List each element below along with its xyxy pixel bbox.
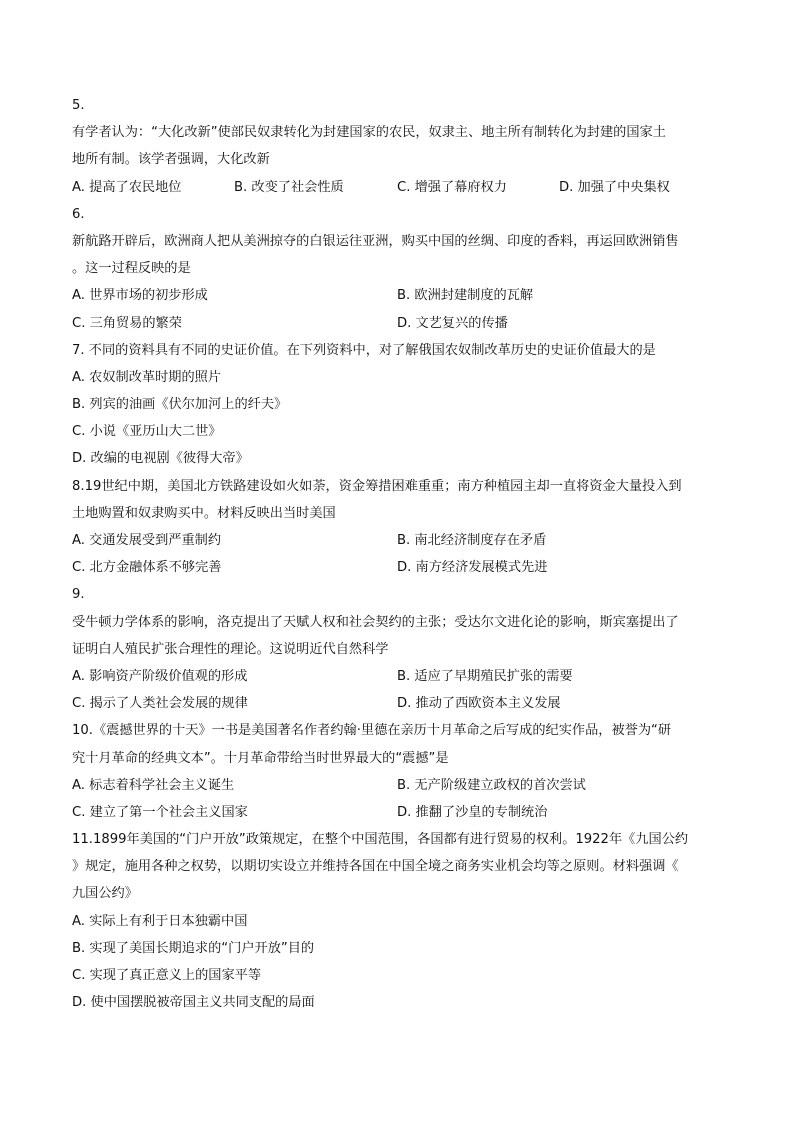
question-stem-line: 受牛顿力学体系的影响，洛克提出了天赋人权和社会契约的主张；受达尔文进化论的影响，斯宾塞提出了 xyxy=(72,614,679,630)
question-stem-line: 究十月革命的经典文本”。十月革命带给当时世界最大的“震撼”是 xyxy=(72,750,449,766)
question-8 xyxy=(72,473,722,582)
option-b[interactable]: B. 南北经济制度存在矛盾 xyxy=(397,533,547,548)
option-a[interactable]: A. 农奴制改革时期的照片 xyxy=(72,369,222,385)
question-10 xyxy=(72,717,722,826)
option-b[interactable]: B. 欧洲封建制度的瓦解 xyxy=(397,288,534,304)
question-number: 9. xyxy=(72,587,85,603)
option-c[interactable]: C. 小说《亚历山大二世》 xyxy=(72,424,222,440)
option-c[interactable]: C. 增强了幕府权力 xyxy=(397,179,507,195)
option-c[interactable]: C. 建立了第一个社会主义国家 xyxy=(72,804,248,820)
option-a[interactable]: A. 影响资产阶级价值观的形成 xyxy=(72,668,248,684)
question-11 xyxy=(72,826,722,1016)
question-number: 6. xyxy=(72,206,85,222)
option-row xyxy=(72,554,722,581)
question-stem-line: 。这一过程反映的是 xyxy=(72,261,191,277)
question-stem-line: 》规定，施用各种之权势，以期切实设立并维持各国在中国全境之商务实业机会均等之原则。材料强调《 xyxy=(72,859,679,875)
option-row xyxy=(72,663,722,690)
question-stem-line: 证明白人殖民扩张合理性的理论。这说明近代自然科学 xyxy=(72,641,389,657)
option-row xyxy=(72,174,722,201)
option-a[interactable]: A. 标志着科学社会主义诞生 xyxy=(72,777,235,793)
question-stem-line: 九国公约》 xyxy=(72,886,138,902)
question-stem-line: 8.19世纪中期，美国北方铁路建设如火如荼，资金筹措困难重重；南方种植园主却一直将资金大量投入到 xyxy=(72,478,682,494)
option-c[interactable]: C. 三角贸易的繁荣 xyxy=(72,315,182,331)
option-a[interactable]: A. 实际上有利于日本独霸中国 xyxy=(72,913,248,929)
question-number: 5. xyxy=(72,98,85,113)
option-b[interactable]: B. 适应了早期殖民扩张的需要 xyxy=(397,668,573,684)
question-6 xyxy=(72,201,722,337)
question-stem-line: 10.《震撼世界的十天》一书是美国著名作者约翰·里德在亲历十月革命之后写成的纪实作品，被誉为“研 xyxy=(72,723,672,739)
question-stem-line: 新航路开辟后，欧洲商人把从美洲掠夺的白银运往亚洲，购买中国的丝绸、印度的香料，再运回欧洲销售 xyxy=(72,233,679,249)
option-d[interactable]: D. 文艺复兴的传播 xyxy=(397,315,508,331)
option-row xyxy=(72,799,722,826)
option-b[interactable]: B. 实现了美国长期追求的“门户开放”目的 xyxy=(72,940,315,956)
question-stem-line: 有学者认为：“大化改新”使部民奴隶转化为封建国家的农民，奴隶主、地主所有制转化为封建的国家土 xyxy=(72,125,666,141)
option-row xyxy=(72,772,722,799)
option-d[interactable]: D. 改编的电视剧《彼得大帝》 xyxy=(72,451,249,467)
option-d[interactable]: D. 推动了西欧资本主义发展 xyxy=(397,696,561,712)
option-d[interactable]: D. 南方经济发展模式先进 xyxy=(397,560,548,576)
option-a[interactable]: A. 提高了农民地位 xyxy=(72,179,182,195)
option-d[interactable]: D. 推翻了沙皇的专制统治 xyxy=(397,804,548,820)
option-c[interactable]: C. 北方金融体系不够完善 xyxy=(72,560,222,576)
option-row xyxy=(72,310,722,337)
option-b[interactable]: B. 无产阶级建立政权的首次尝试 xyxy=(397,777,586,793)
option-row xyxy=(72,282,722,309)
question-5 xyxy=(72,92,722,201)
option-c[interactable]: C. 揭示了人类社会发展的规律 xyxy=(72,696,248,712)
question-9 xyxy=(72,581,722,717)
question-stem-line: 7. 不同的资料具有不同的史证价值。在下列资料中，对了解俄国农奴制改革历史的史证价值最大的是 xyxy=(72,342,656,358)
exam-page xyxy=(72,92,722,1016)
question-stem-line: 土地购置和奴隶购买中。材料反映出当时美国 xyxy=(72,505,336,521)
option-a[interactable]: A. 交通发展受到严重制约 xyxy=(72,533,222,548)
option-row xyxy=(72,527,722,554)
question-7 xyxy=(72,337,722,473)
option-a[interactable]: A. 世界市场的初步形成 xyxy=(72,288,208,304)
option-b[interactable]: B. 列宾的油画《伏尔加河上的纤夫》 xyxy=(72,397,288,413)
option-c[interactable]: C. 实现了真正意义上的国家平等 xyxy=(72,968,262,983)
option-d[interactable]: D. 使中国摆脱被帝国主义共同支配的局面 xyxy=(72,995,315,1011)
option-b[interactable]: B. 改变了社会性质 xyxy=(234,179,344,195)
question-stem-line: 地所有制。该学者强调，大化改新 xyxy=(72,152,270,168)
option-d[interactable]: D. 加强了中央集权 xyxy=(559,179,670,195)
option-row xyxy=(72,690,722,717)
question-stem-line: 11.1899年美国的“门户开放”政策规定，在整个中国范围，各国都有进行贸易的权利。1922年《九国公约 xyxy=(72,832,689,848)
